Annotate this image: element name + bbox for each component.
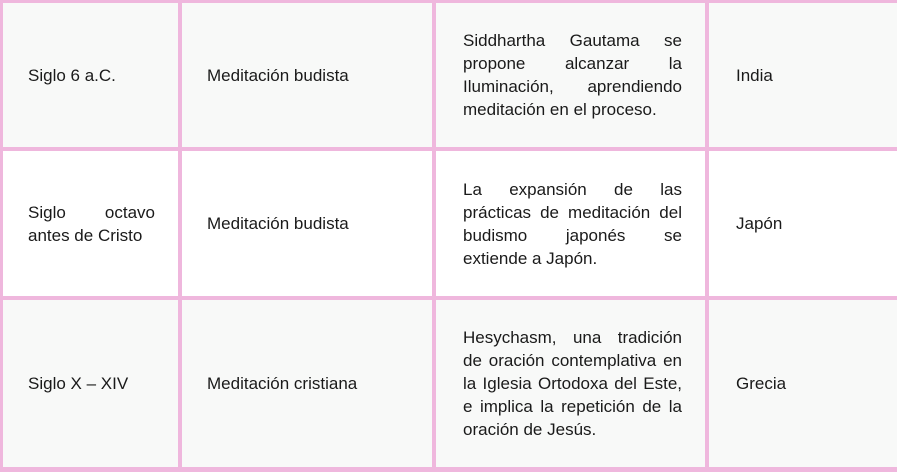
practice-text: Meditación budista (207, 214, 349, 233)
period-text: Siglo octavo antes de Cristo (28, 202, 155, 245)
table-cell-period (3, 151, 178, 296)
table-cell-place (709, 151, 897, 296)
description-text: Siddhartha Gautama se propone alcanzar la Iluminación, aprendiendo meditación en el proceso. (463, 31, 682, 119)
table-cell-practice (182, 3, 432, 147)
practice-text: Meditación budista (207, 65, 349, 85)
table-cell-place (709, 300, 897, 467)
place-text: India (736, 65, 773, 85)
table-cell-period (3, 300, 178, 467)
period-text: Siglo X – XIV (28, 374, 129, 393)
place-text: Grecia (736, 374, 787, 393)
table-cell-practice (182, 300, 432, 467)
description-text: Hesychasm, una tradición de oración contemplativa en la Iglesia Ortodoxa del Este, e implica la repetición de la oración de Jesús. (463, 328, 682, 439)
table-cell-practice (182, 151, 432, 296)
table-cell-place (709, 3, 897, 147)
table-cell-description (436, 151, 705, 296)
description-text: La expansión de las prácticas de meditación del budismo japonés se extiende a Japón. (463, 179, 682, 268)
practice-text: Meditación cristiana (207, 374, 358, 393)
place-text: Japón (736, 214, 783, 233)
table-cell-period (3, 3, 178, 147)
period-text: Siglo 6 a.C. (28, 65, 116, 85)
table-cell-description (436, 300, 705, 467)
table-cell-description (436, 3, 705, 147)
